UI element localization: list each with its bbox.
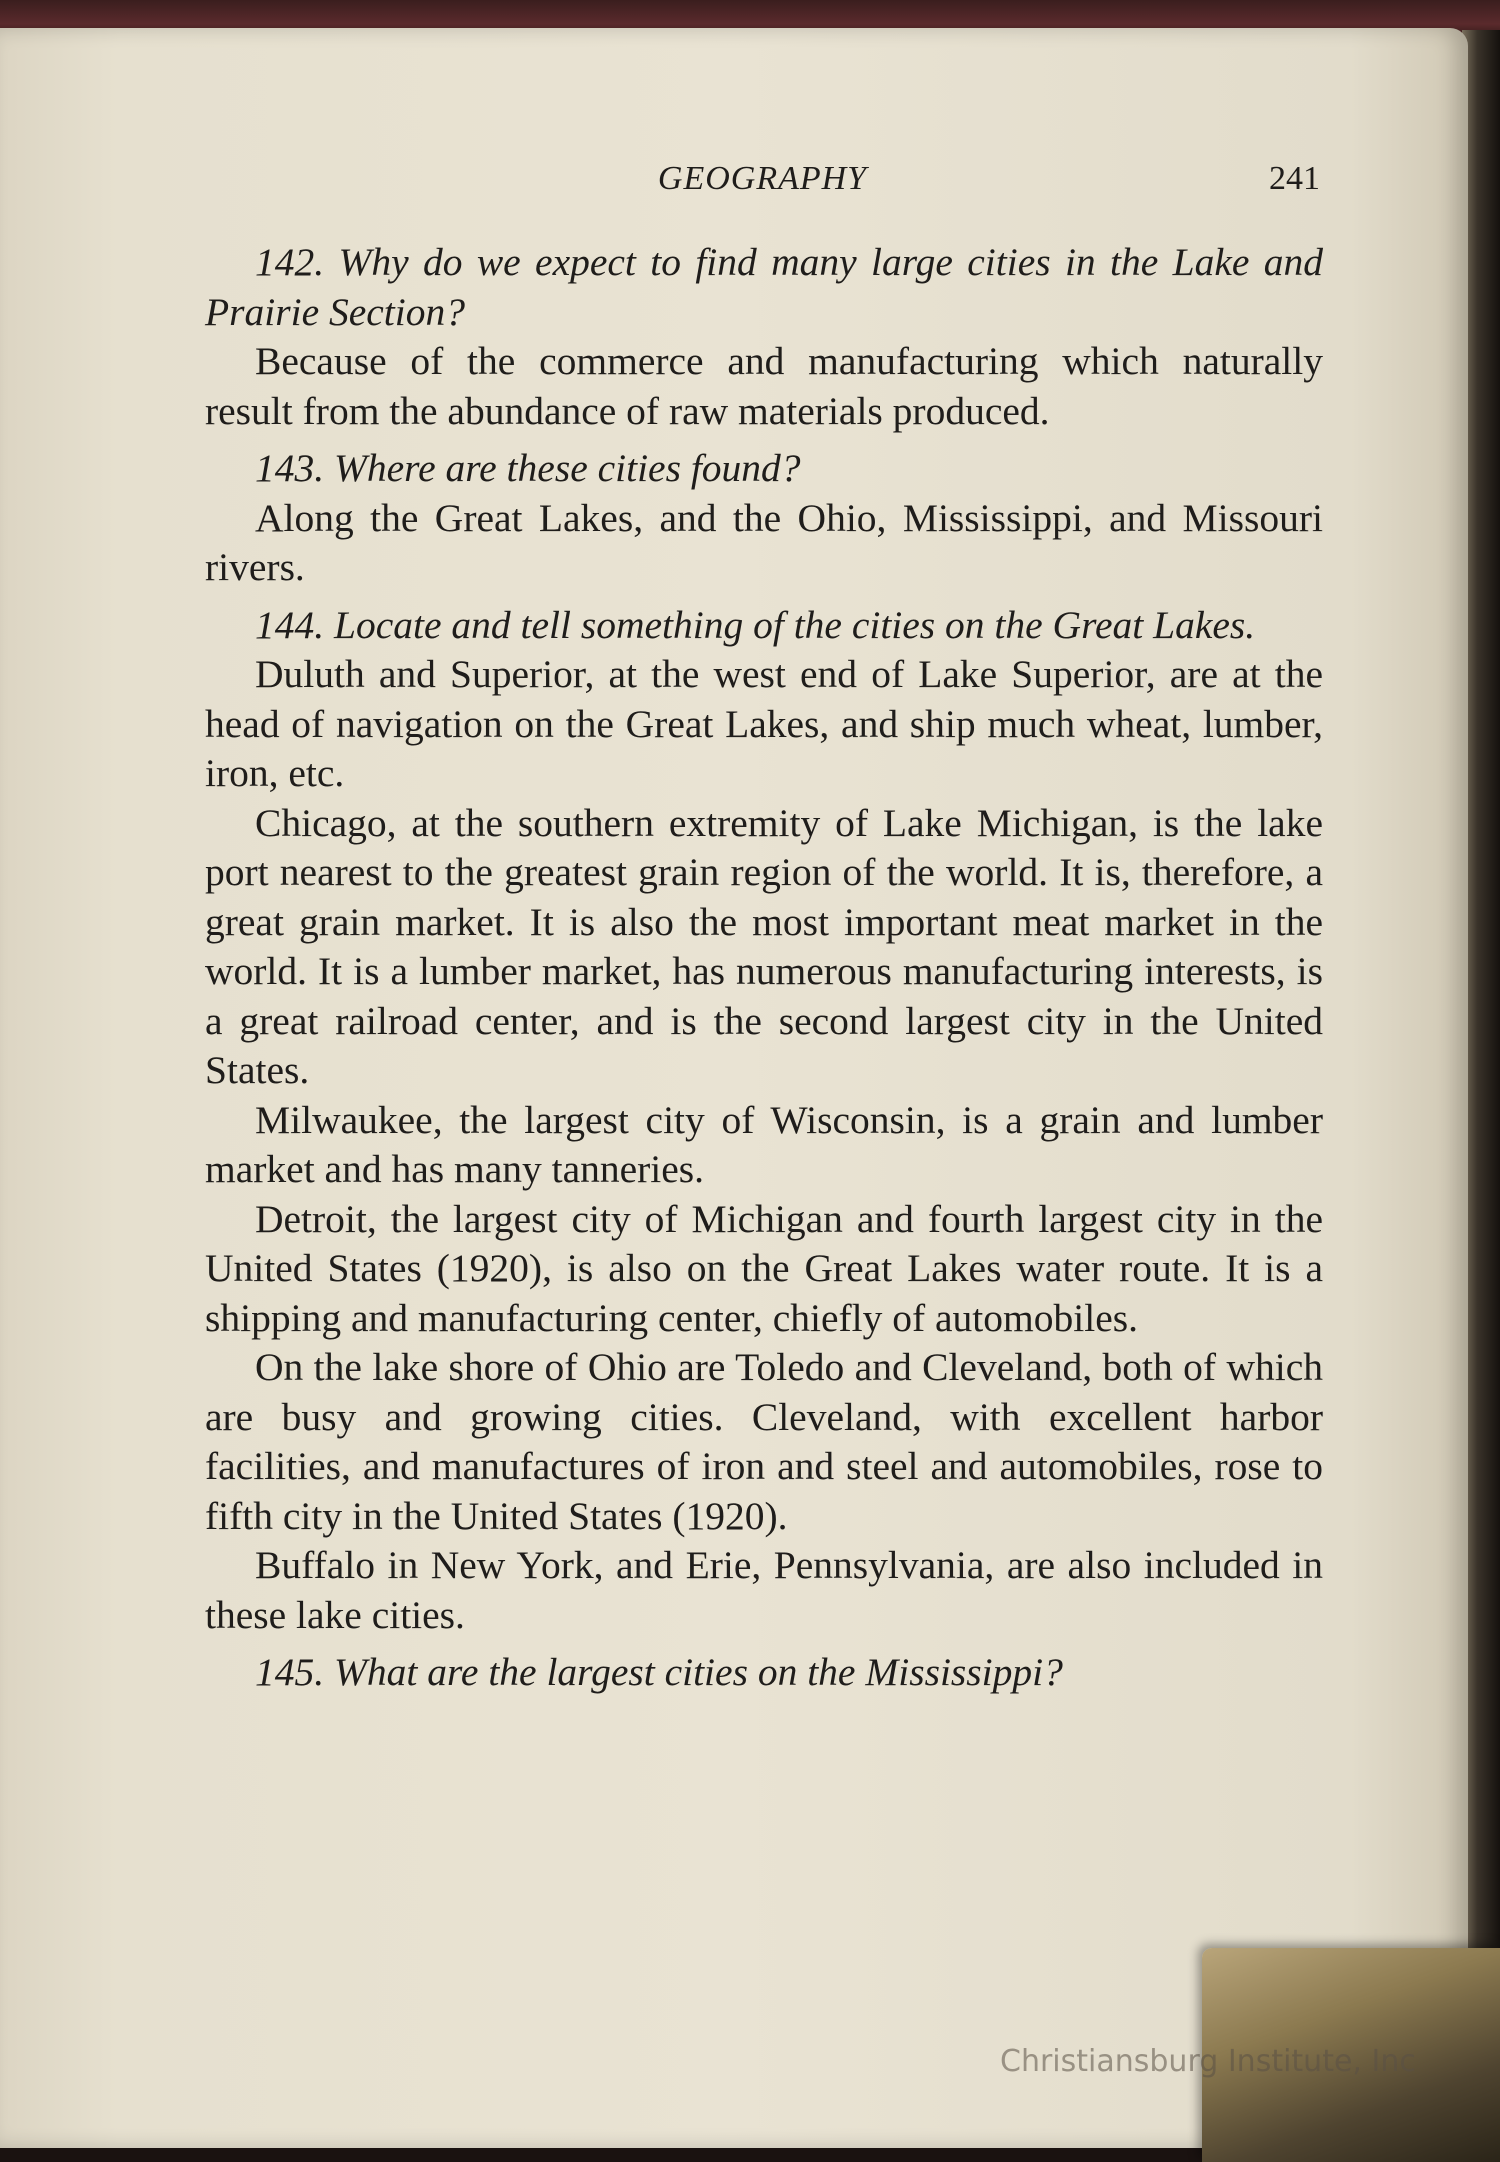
section-title: GEOGRAPHY [657, 160, 868, 197]
answer-142: Because of the commerce and manufacturing which naturally result from the abundance of raw materials produced. [205, 339, 1323, 433]
answer-143: Along the Great Lakes, and the Ohio, Mississippi, and Missouri rivers. [205, 495, 1323, 589]
answer-144-milwaukee: Milwaukee, the largest city of Wisconsin, is a grain and lumber market and has many tanneries. [205, 1097, 1323, 1191]
question-142: 142. Why do we expect to find many large cities in the Lake and Prairie Section? [205, 240, 1323, 334]
page-number: 241 [1269, 160, 1320, 197]
answer-144-chicago: Chicago, at the southern extremity of Lake Michigan, is the lake port nearest to the greatest grain region of the world. It is, therefore, a great grain market. It is also the most important meat market in the world. It is a lumber market, has numerous manufacturing interests, is a great railroad center, and is the second largest city in the United States. [205, 800, 1323, 1092]
answer-144-duluth: Duluth and Superior, at the west end of Lake Superior, are at the head of navigation on the Great Lakes, and ship much wheat, lumber, iron, etc. [205, 652, 1323, 795]
answer-144-ohio: On the lake shore of Ohio are Toledo and Cleveland, both of which are busy and growing cities. Cleveland, with excellent harbor facilities, and manufactures of iron and steel and automobiles, rose to fifth city in the United States (1920). [205, 1345, 1323, 1538]
answer-144-buffalo: Buffalo in New York, and Erie, Pennsylvania, are also included in these lake cities. [205, 1543, 1323, 1637]
running-head [205, 160, 1320, 206]
body-text [205, 238, 1323, 1698]
answer-144-detroit: Detroit, the largest city of Michigan and fourth largest city in the United States (1920), is also on the Great Lakes water route. It is a shipping and manufacturing center, chiefly of automobiles. [205, 1196, 1323, 1340]
watermark: Christiansburg Institute, Inc [1000, 2044, 1416, 2079]
question-145: 145. What are the largest cities on the Mississippi? [255, 1650, 1063, 1694]
question-144: 144. Locate and tell something of the cities on the Great Lakes. [255, 602, 1256, 647]
question-143: 143. Where are these cities found? [255, 446, 801, 490]
